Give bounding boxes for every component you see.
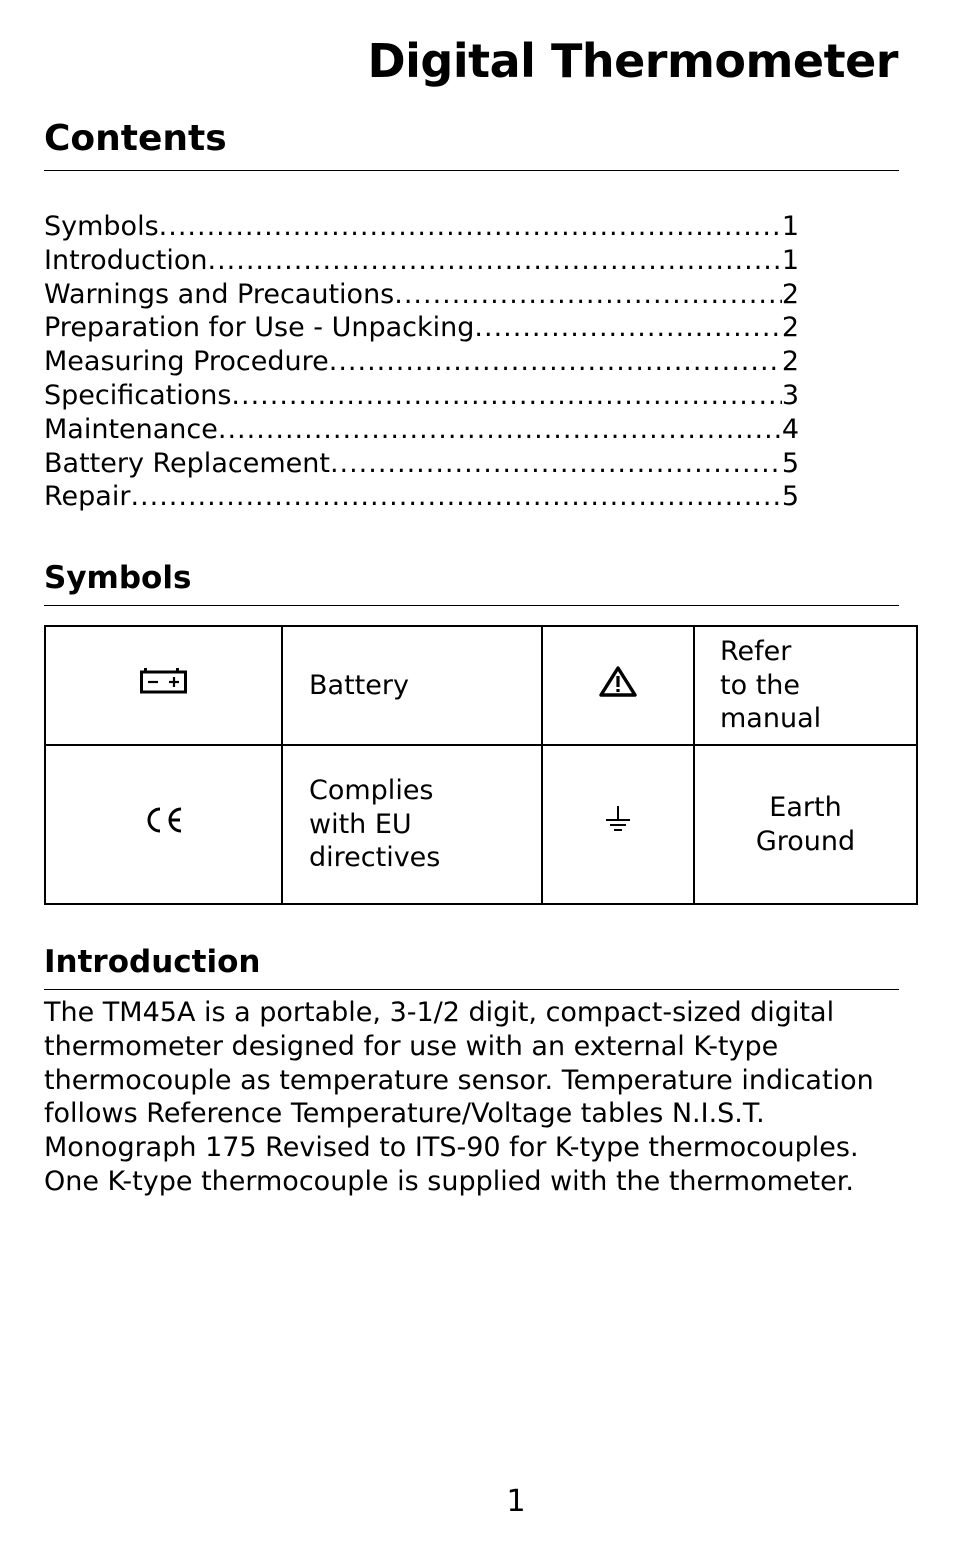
symbol-description: Battery <box>282 626 542 745</box>
page-title: Digital Thermometer <box>367 34 898 88</box>
symbols-table <box>44 625 918 905</box>
toc-entry[interactable]: Preparation for Use - Unpacking ..... 2 <box>44 311 799 345</box>
table-row <box>45 745 917 904</box>
ce-mark-icon <box>143 805 185 835</box>
battery-icon <box>140 667 188 695</box>
toc-entry[interactable]: Specifications ..... 3 <box>44 379 799 413</box>
symbols-heading: Symbols <box>44 560 192 596</box>
symbol-cell <box>542 745 694 904</box>
toc-entry[interactable]: Repair ..... 5 <box>44 480 799 514</box>
toc-entry[interactable]: Warnings and Precautions ..... 2 <box>44 278 799 312</box>
symbol-cell <box>45 745 282 904</box>
symbol-description: Refer to the manual <box>694 626 917 745</box>
table-of-contents <box>44 210 799 514</box>
symbol-description: Earth Ground <box>694 745 917 904</box>
toc-entry[interactable]: Battery Replacement ..... 5 <box>44 447 799 481</box>
symbol-description: Complies with EU directives <box>282 745 542 904</box>
page-number: 1 <box>506 1484 526 1519</box>
toc-entry[interactable]: Introduction ..... 1 <box>44 244 799 278</box>
contents-divider <box>44 170 899 171</box>
toc-entry[interactable]: Measuring Procedure ..... 2 <box>44 345 799 379</box>
introduction-heading: Introduction <box>44 944 261 980</box>
symbol-cell <box>45 626 282 745</box>
symbol-cell <box>542 626 694 745</box>
toc-entry[interactable]: Maintenance ..... 4 <box>44 413 799 447</box>
earth-ground-icon <box>604 804 632 836</box>
symbols-divider <box>44 605 899 606</box>
toc-entry[interactable]: Symbols ..... 1 <box>44 210 799 244</box>
warning-triangle-icon <box>599 665 637 697</box>
table-row <box>45 626 917 745</box>
contents-heading: Contents <box>44 118 227 159</box>
introduction-body: The TM45A is a portable, 3-1/2 digit, compact-sized digital thermometer designed for use with an external K-type thermocouple as temperature sensor. Temperature indication follows Reference Temperature/Voltage tables N.I.S.T. Monograph 175 Revised to ITS-90 for K-type thermocouples. One K-type thermocouple is supplied with the thermometer. <box>44 997 874 1197</box>
introduction-divider <box>44 989 899 990</box>
